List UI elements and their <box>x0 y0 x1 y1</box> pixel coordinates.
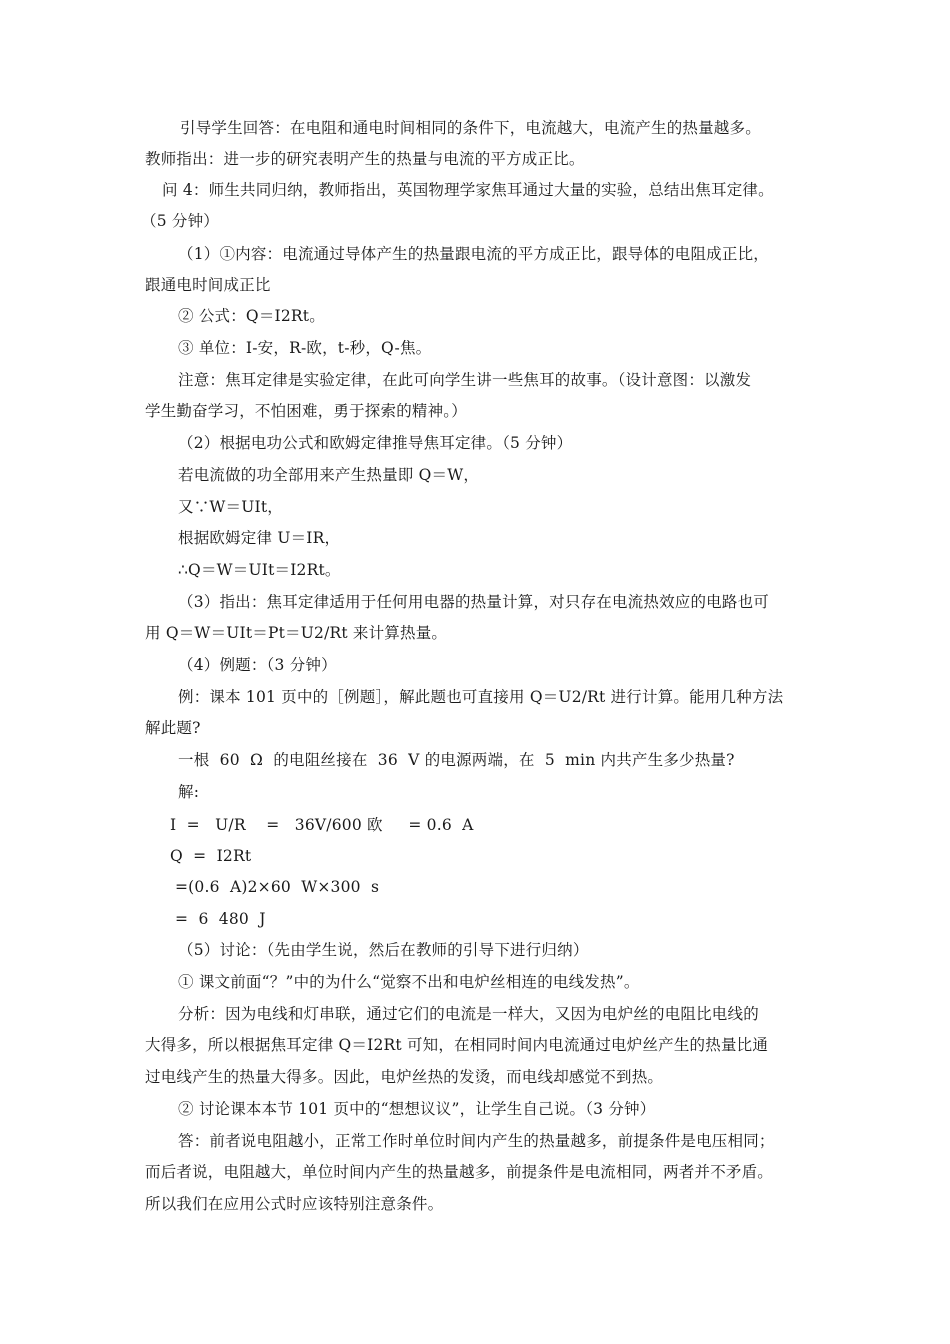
paragraph-line: 注意：焦耳定律是实验定律，在此可向学生讲一些焦耳的故事。（设计意图：以激发 <box>178 371 752 389</box>
paragraph-line: 又∵W＝UIt， <box>178 498 283 516</box>
paragraph-line: （2）根据电功公式和欧姆定律推导焦耳定律。（5 分钟） <box>178 434 573 452</box>
paragraph-line: 所以我们在应用公式时应该特别注意条件。 <box>145 1195 444 1213</box>
paragraph-line: ② 公式：Q＝I2Rt。 <box>178 307 325 325</box>
paragraph-line: 答：前者说电阻越小，正常工作时单位时间内产生的热量越多，前提条件是电压相同； <box>178 1132 775 1150</box>
paragraph-line: 解此题? <box>145 719 201 737</box>
paragraph-line: ② 讨论课本本节 101 页中的“想想议议”，让学生自己说。（3 分钟） <box>178 1100 656 1118</box>
paragraph-line: 而后者说，电阻越大，单位时间内产生的热量越多，前提条件是电流相同，两者并不矛盾。 <box>145 1163 774 1181</box>
paragraph-line: 解: <box>178 783 200 801</box>
paragraph-line: 过电线产生的热量大得多。因此，电炉丝热的发烫，而电线却感觉不到热。 <box>145 1068 664 1086</box>
paragraph-line: 用 Q＝W＝UIt＝Pt＝U2/Rt 来计算热量。 <box>145 624 448 642</box>
paragraph-line: 例：课本 101 页中的［例题］，解此题也可直接用 Q＝U2/Rt 进行计算。能用几种方法 <box>178 688 784 706</box>
paragraph-line: 教师指出：进一步的研究表明产生的热量与电流的平方成正比。 <box>145 150 585 168</box>
paragraph-line: 学生勤奋学习，不怕困难，勇于探索的精神。） <box>145 402 467 420</box>
paragraph-line: 跟通电时间成正比 <box>145 276 271 294</box>
paragraph-line: = 6 480 J <box>175 910 266 928</box>
paragraph-line: （1）①内容：电流通过导体产生的热量跟电流的平方成正比，跟导体的电阻成正比， <box>178 245 769 263</box>
paragraph-line: （5）讨论：（先由学生说，然后在教师的引导下进行归纳） <box>178 941 589 959</box>
paragraph-line: （5 分钟） <box>141 212 219 230</box>
paragraph-line: 问 4：师生共同归纳，教师指出，英国物理学家焦耳通过大量的实验，总结出焦耳定律。 <box>162 181 774 199</box>
paragraph-line: 分析：因为电线和灯串联，通过它们的电流是一样大，又因为电炉丝的电阻比电线的 <box>178 1005 759 1023</box>
paragraph-line: ③ 单位：I-安，R-欧，t-秒，Q-焦。 <box>178 339 432 357</box>
paragraph-line: 根据欧姆定律 U＝IR， <box>178 529 341 547</box>
paragraph-line: =(0.6 A)2×60 W×300 s <box>175 878 380 896</box>
paragraph-line: 大得多，所以根据焦耳定律 Q＝I2Rt 可知，在相同时间内电流通过电炉丝产生的热量比通 <box>145 1036 769 1054</box>
paragraph-line: （4）例题：（3 分钟） <box>178 656 337 674</box>
paragraph-line: 引导学生回答：在电阻和通电时间相同的条件下，电流越大，电流产生的热量越多。 <box>180 119 761 137</box>
paragraph-line: 若电流做的功全部用来产生热量即 Q＝W， <box>178 466 480 484</box>
paragraph-line: ∴Q＝W＝UIt＝I2Rt。 <box>178 561 341 579</box>
paragraph-line: ① 课文前面“？”中的为什么“觉察不出和电炉丝相连的电线发热”。 <box>178 973 640 991</box>
paragraph-line: I = U/R = 36V/600 欧 = 0.6 A <box>170 816 474 834</box>
paragraph-line: Q = I2Rt <box>170 847 252 865</box>
paragraph-line: （3）指出：焦耳定律适用于任何用电器的热量计算，对只存在电流热效应的电路也可 <box>178 593 769 611</box>
paragraph-line: 一根 60 Ω 的电阻丝接在 36 V 的电源两端，在 5 min 内共产生多少热量? <box>178 751 735 769</box>
